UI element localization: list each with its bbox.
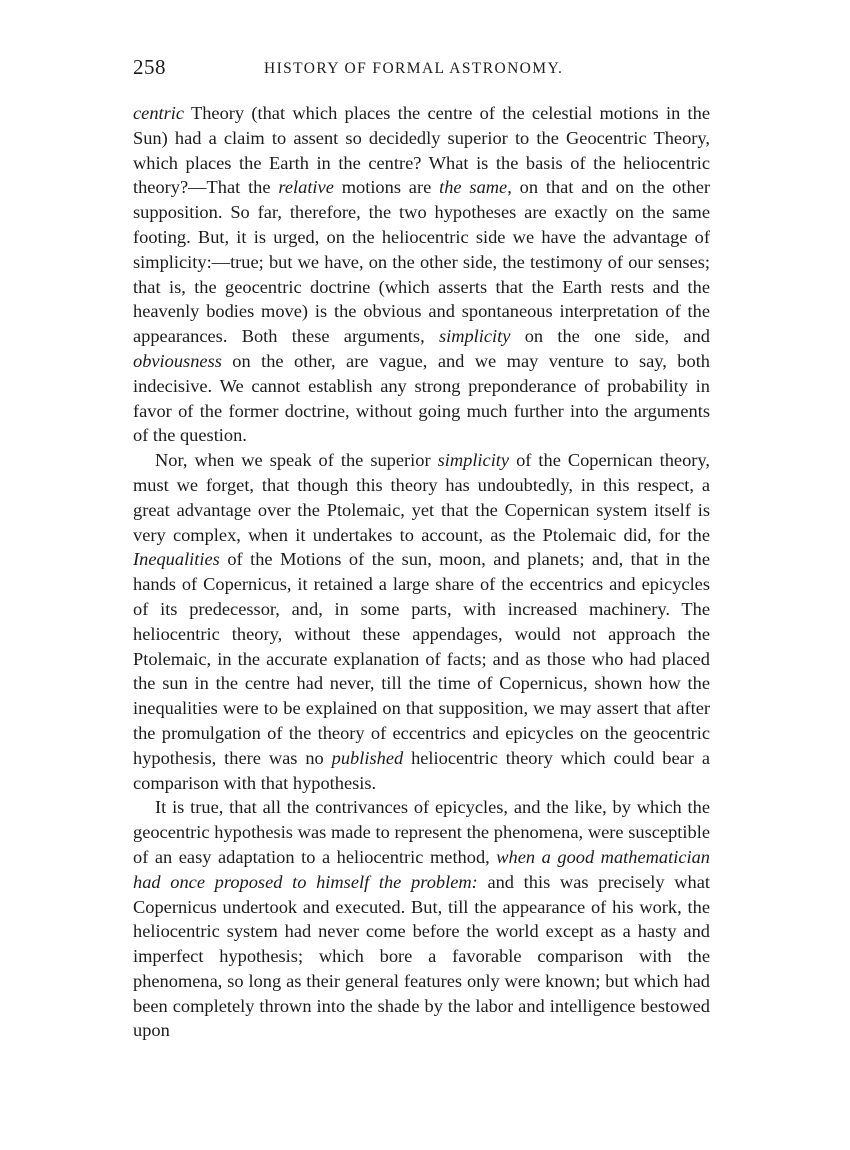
page-number: 258: [133, 55, 166, 79]
italic-text: when a good mathematician had once proposed to himself the problem:: [133, 846, 710, 892]
page-header: [133, 55, 710, 89]
italic-text: the same: [439, 177, 508, 198]
italic-text: simplicity: [438, 326, 511, 347]
text-run: It is true, that all the contrivances of epicycles, and the like, by which the geocentric hypothesis was made to represent the phenomena, were susceptible of an easy adaptation to a heliocentric method,: [133, 797, 710, 867]
text-run: of the Motions of the sun, moon, and planets; and, that in the hands of Copernicus, it retained a large share of the eccentrics and epicycles of its predecessor, and, in some parts, with increased machinery. The heliocentric theory, without these appendages, would not approach the Ptolemaic, in the accurate explanation of facts; and as those who had placed the sun in the centre had never, till the time of Copernicus, shown how the inequalities were to be explained on that supposition, we may assert that after the promulgation of the theory of eccentrics and epicycles on the geocentric hypothesis, there was no: [133, 549, 710, 768]
italic-text: centric: [133, 103, 185, 123]
paragraph: [133, 101, 710, 448]
paragraph: [133, 448, 710, 795]
italic-text: Inequalities: [133, 549, 220, 570]
text-run: , on that and on the other supposition. So far, therefore, the two hypotheses are exactly on the same footing. But, it is urged, on the heliocentric side we have the advantage of simplicity:—true; but we have, on the other side, the testimony of our senses; that is, the geocentric doctrine (which asserts that the Earth rests and the heavenly bodies move) is the obvious and spontaneous interpretation of the appearances. Both these arguments,: [133, 177, 710, 347]
running-head: HISTORY OF FORMAL ASTRONOMY.: [264, 60, 564, 77]
text-run: on the other, are vague, and we may venture to say, both indecisive. We cannot establish any strong preponderance of probability in favor of the former doctrine, without going much further into the arguments of the question.: [133, 350, 710, 446]
text-run: Nor, when we speak of the superior: [155, 450, 438, 471]
italic-text: simplicity: [437, 450, 510, 471]
book-page: [133, 55, 710, 1043]
text-run: on the one side, and: [510, 326, 710, 347]
italic-text: obviousness: [133, 350, 222, 371]
text-run: of the Copernican theory, must we forget, that though this theory has undoubtedly, in this respect, a great advantage over the Ptolemaic, yet that the Copernican system itself is very complex, when it undertakes to account, as the Ptolemaic did, for the: [133, 450, 710, 545]
italic-text: published: [331, 747, 404, 768]
text-run: and this was precisely what Copernicus undertook and executed. But, till the appearance of his work, the heliocentric system had never come before the world except as a hasty and imperfect hypothesis; which bore a favorable comparison with the phenomena, so long as their general features only were known; but which had been completely thrown into the shade by the labor and intelligence bestowed upon: [133, 871, 710, 1041]
page-body: [133, 101, 710, 1043]
paragraph: [133, 795, 710, 1043]
text-run: heliocentric theory which could bear a comparison with that hypothesis.: [133, 747, 711, 793]
text-run: Theory (that which places the centre of the celestial motions in the Sun) had a claim to assent so decidedly superior to the Geocentric Theory, which places the Earth in the centre? What is the basis of the heliocentric theory?—That the: [133, 103, 710, 198]
italic-text: relative: [278, 177, 334, 198]
text-run: motions are: [333, 177, 440, 198]
